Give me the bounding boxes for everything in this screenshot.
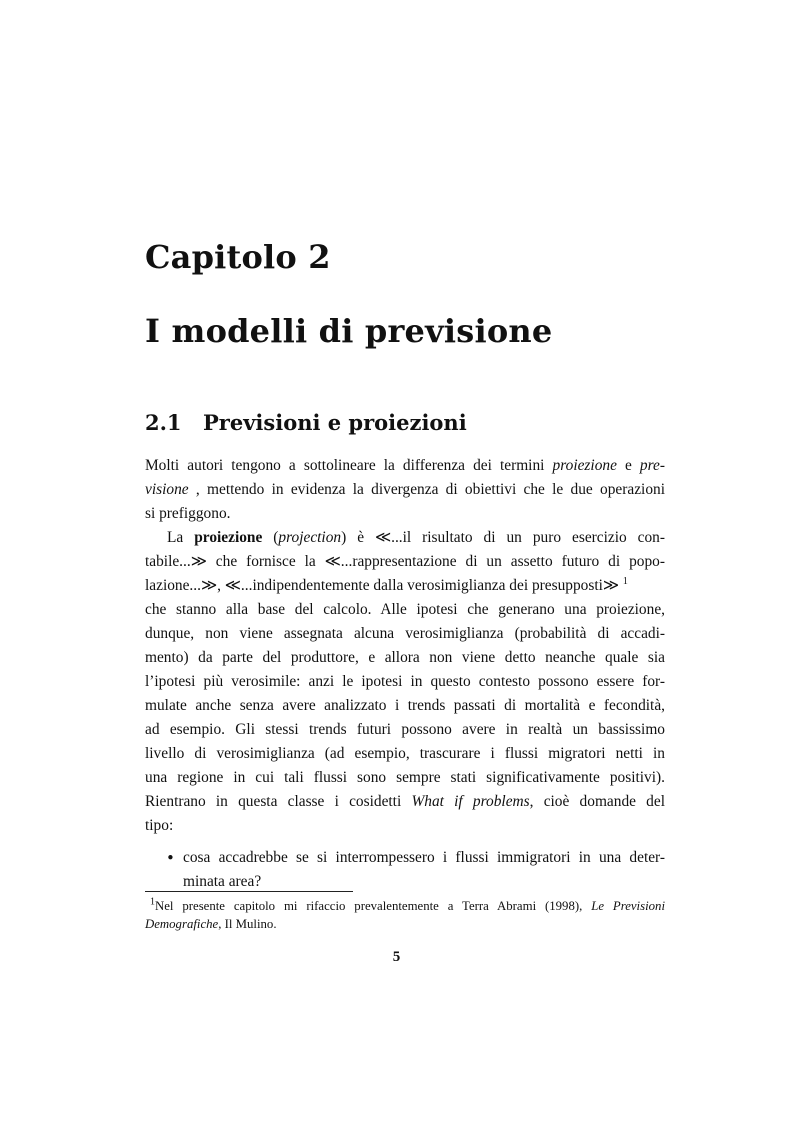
chapter-title: I modelli di previsione (145, 312, 553, 350)
body-line: tipo: (145, 817, 174, 834)
body-line: La proiezione (projection) è ≪...il risultato di un puro esercizio con- (167, 529, 665, 546)
body-line: dunque, non viene assegnata alcuna verosimiglianza (probabilità di accadi- (145, 625, 665, 642)
page-number: 5 (392, 949, 401, 965)
body-line: lazione...≫, ≪...indipendentemente dalla verosimiglianza dei presupposti≫ $^1$ (145, 575, 628, 594)
footnote-reference[interactable]: 1 (622, 575, 628, 587)
list-item: cosa accadrebbe se si interrompessero i flussi immigratori in una deter- (183, 849, 665, 866)
body-line: visione , mettendo in evidenza la divergenza di obiettivi che le due operazioni (145, 481, 665, 498)
bullet-icon: • (166, 849, 175, 867)
footnote-text: $^1$Nel presente capitolo mi rifaccio prevalentemente a Terra Abrami (1998), Le Previsioni (150, 896, 666, 913)
body-line: livello di verosimiglianza (ad esempio, trascurare i flussi migratori netti in (145, 745, 665, 762)
body-line: che stanno alla base del calcolo. Alle ipotesi che generano una proiezione, (145, 601, 665, 618)
body-line: mulate anche senza avere analizzato i trends passati di mortalità e fecondità, (145, 697, 665, 714)
body-line: una regione in cui tali flussi sono sempre stati significativamente positivi). (145, 769, 665, 786)
section-title: Previsioni e proiezioni (203, 410, 467, 435)
section-heading (145, 410, 467, 435)
body-line: tabile...≫ che fornisce la ≪...rappresentazione di un assetto futuro di popo- (145, 553, 665, 570)
body-line: mento) da parte del produttore, e allora non viene detto neanche quale sia (145, 649, 665, 666)
section-number: 2.1 (145, 410, 182, 435)
body-line: Molti autori tengono a sottolineare la differenza dei termini proiezione e pre- (145, 457, 665, 474)
body-line: si prefiggono. (145, 505, 231, 522)
list-item: minata area? (183, 873, 262, 890)
footnote-text: Demografiche, Il Mulino. (145, 917, 277, 931)
footnote-mark: 1 (150, 896, 155, 908)
body-line: Rientrano in questa classe i cosidetti What if problems, cioè domande del (145, 793, 665, 810)
footnote-rule (145, 891, 353, 892)
chapter-label: Capitolo 2 (145, 238, 331, 276)
body-line: ad esempio. Gli stessi trends futuri possono avere in realtà un bassissimo (145, 721, 665, 738)
body-line: l’ipotesi più verosimile: anzi le ipotesi in questo contesto possono essere for- (145, 673, 665, 690)
